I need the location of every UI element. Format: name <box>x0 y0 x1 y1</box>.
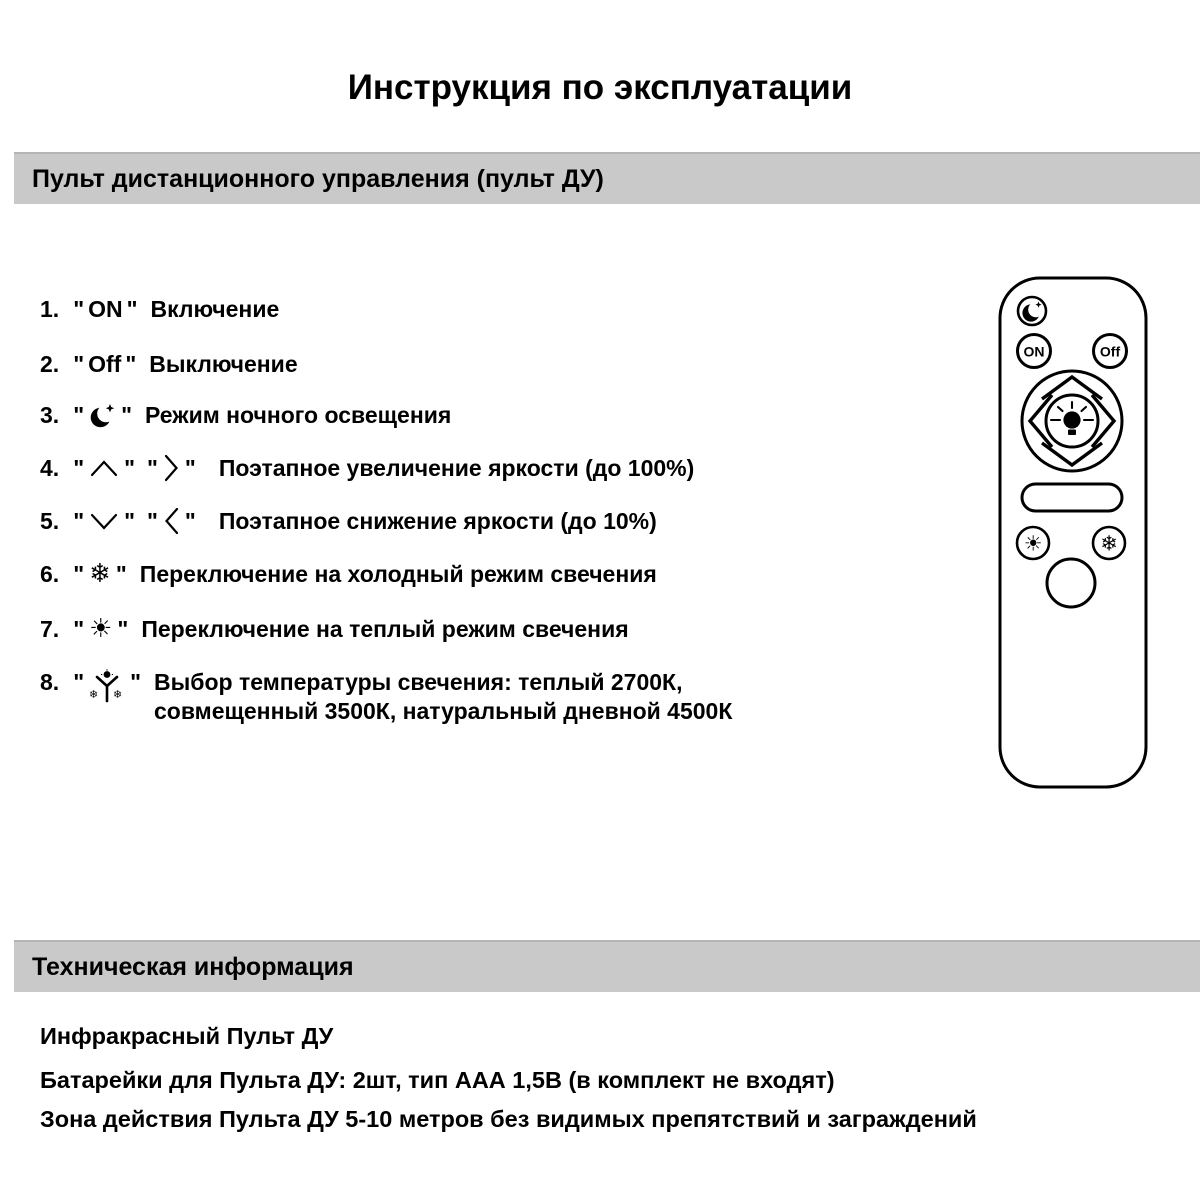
quote-mark: " <box>130 669 141 695</box>
item-number: 5. <box>40 507 60 534</box>
item-text-line2: совмещенный 3500К, натуральный дневной 4500К <box>154 698 733 724</box>
quote-mark: " <box>124 507 135 534</box>
chevron-down-icon <box>89 510 119 532</box>
item-number: 3. <box>40 401 60 428</box>
quote-mark: " <box>73 669 85 695</box>
item-text: Выключение <box>149 350 298 377</box>
mini-snowflake-icon: ❄ <box>113 688 123 701</box>
item-text: Переключение на холодный режим свечения <box>139 560 657 587</box>
color-temperature-select-icon <box>89 669 125 705</box>
item-text: Включение <box>150 295 280 322</box>
quote-mark: " <box>73 615 85 642</box>
crescent-moon-icon <box>89 401 116 429</box>
off-button-text: Off <box>1099 343 1121 360</box>
quote-mark: " <box>115 560 127 587</box>
item-number: 4. <box>40 454 60 481</box>
instruction-item-brightness-up <box>40 450 694 486</box>
snowflake-icon: ❄ <box>1100 531 1118 556</box>
section-heading-tech-label: Техническая информация <box>32 952 354 981</box>
on-button-text: ON <box>1023 343 1045 360</box>
section-heading-remote <box>14 152 1200 204</box>
instruction-item-on <box>40 291 279 327</box>
quote-mark: " <box>184 507 196 534</box>
item-number: 1. <box>40 295 60 322</box>
snowflake-icon: ❄ <box>89 559 111 589</box>
chevron-left-icon <box>163 506 180 536</box>
item-text: Поэтапное увеличение яркости (до 100%) <box>218 454 695 481</box>
quote-mark: " <box>73 295 85 322</box>
mini-snowflake-icon: ❄ <box>89 688 99 701</box>
quote-mark: " <box>126 295 138 322</box>
quote-mark: " <box>147 507 158 534</box>
quote-mark: " <box>73 454 85 481</box>
section-heading-tech <box>14 940 1200 992</box>
off-button-label: Off <box>88 350 122 377</box>
tech-info-line: Батарейки для Пульта ДУ: 2шт, тип ААА 1,5В (в комплект не входят) <box>40 1067 835 1093</box>
quote-mark: " <box>124 454 135 481</box>
sun-icon: ☀ <box>1023 531 1043 556</box>
instruction-item-brightness-down <box>40 503 657 539</box>
item-number: 2. <box>40 350 60 377</box>
on-button-label: ON <box>88 295 123 322</box>
quote-mark: " <box>125 350 137 377</box>
quote-mark: " <box>73 560 85 587</box>
instruction-item-cold-mode <box>40 556 657 592</box>
item-number: 6. <box>40 560 60 587</box>
sun-icon: ☀ <box>89 614 113 644</box>
chevron-up-icon <box>89 457 119 479</box>
tech-info-line: Инфракрасный Пульт ДУ <box>40 1023 334 1049</box>
quote-mark: " <box>184 454 196 481</box>
item-text-line1: Выбор температуры свечения: теплый 2700К, <box>154 669 683 695</box>
quote-mark: " <box>73 507 85 534</box>
quote-mark: " <box>121 401 132 428</box>
quote-mark: " <box>117 615 129 642</box>
quote-mark: " <box>73 350 85 377</box>
item-text <box>154 668 732 726</box>
instruction-item-off <box>40 346 298 382</box>
chevron-right-icon <box>163 453 180 483</box>
quote-mark: " <box>147 454 158 481</box>
item-text: Режим ночного освещения <box>145 401 452 428</box>
instruction-item-warm-mode <box>40 611 629 647</box>
instruction-item-night-mode <box>40 397 451 433</box>
remote-control-drawing <box>992 272 1152 802</box>
item-number: 8. <box>40 669 60 695</box>
instruction-item-color-temperature <box>40 668 732 726</box>
item-number: 7. <box>40 615 60 642</box>
item-text: Поэтапное снижение яркости (до 10%) <box>218 507 657 534</box>
page-title: Инструкция по эксплуатации <box>347 68 853 107</box>
tech-info-line: Зона действия Пульта ДУ 5-10 метров без видимых препятствий и заграждений <box>40 1106 977 1132</box>
item-text: Переключение на теплый режим свечения <box>141 615 629 642</box>
quote-mark: " <box>73 401 85 428</box>
section-heading-remote-label: Пульт дистанционного управления (пульт ДУ) <box>32 164 604 193</box>
